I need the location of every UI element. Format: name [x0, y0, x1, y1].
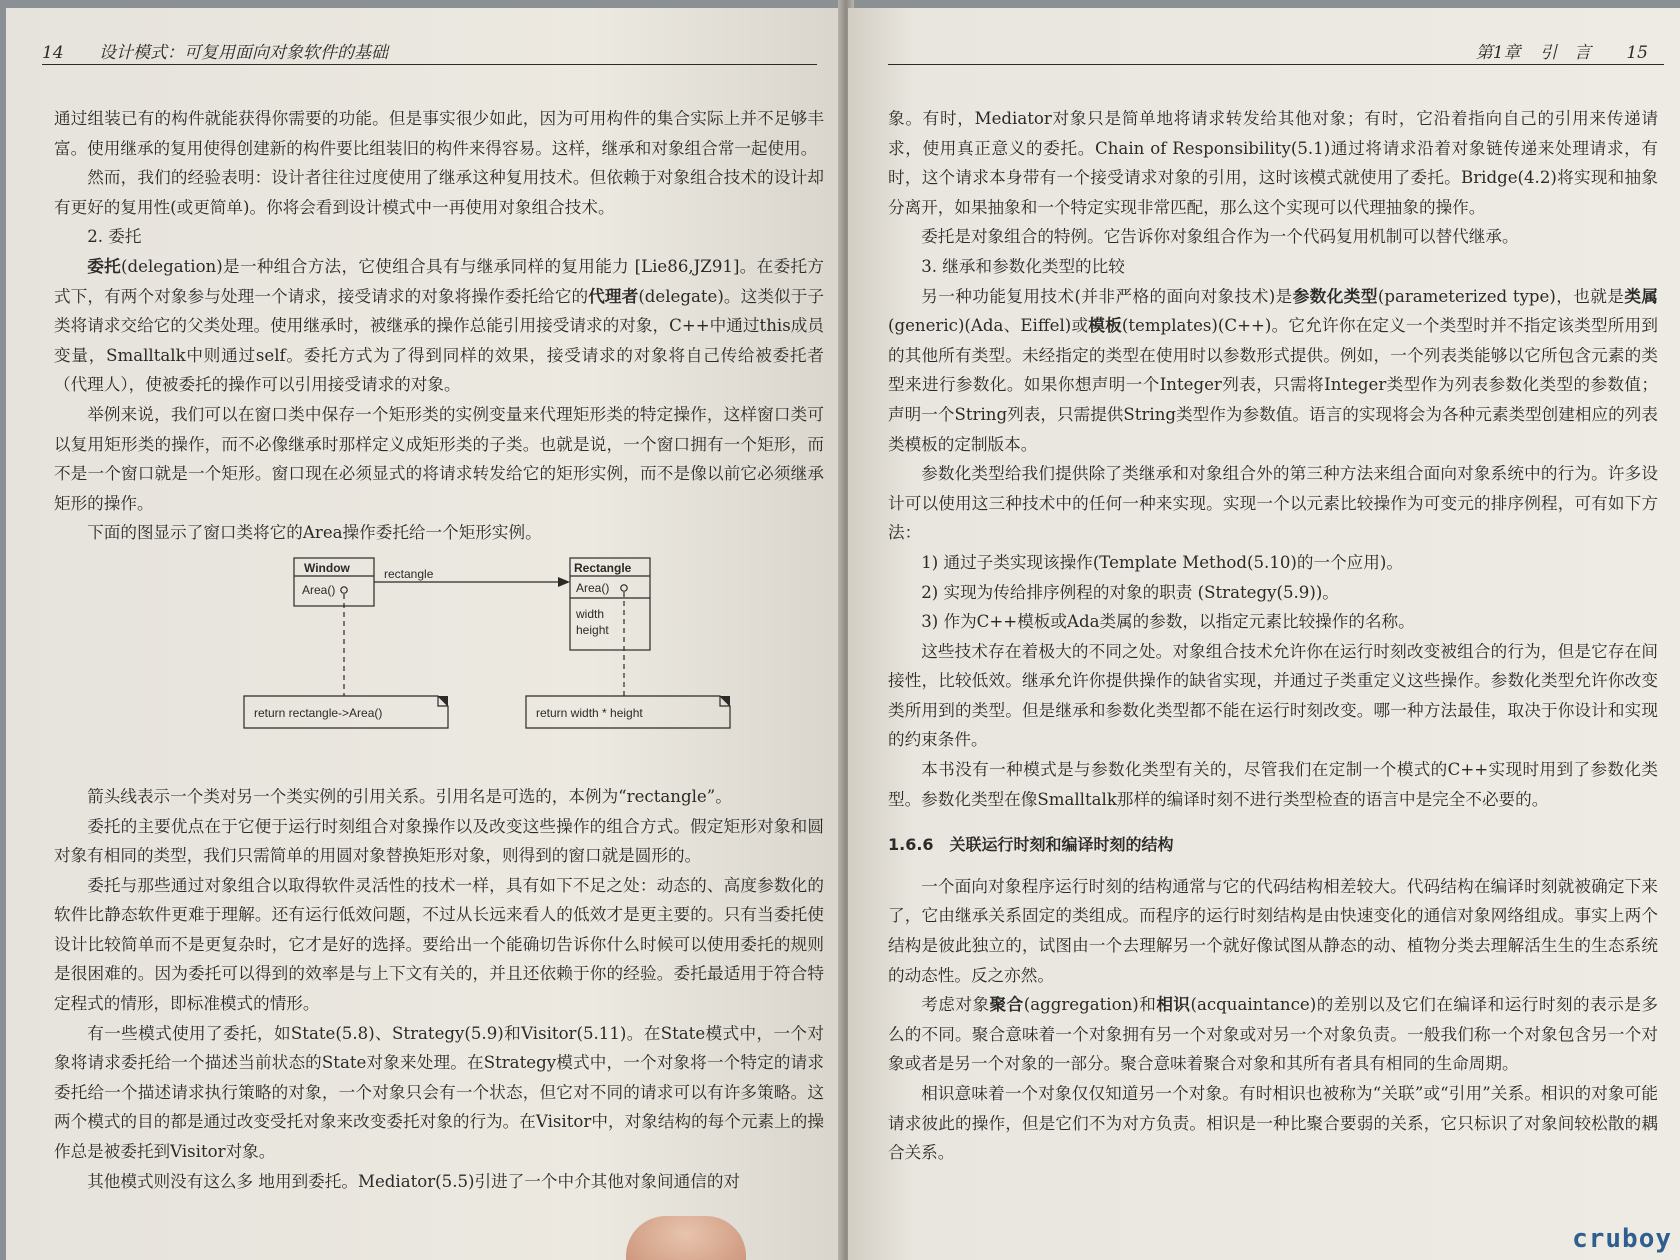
chapter-label: 第1章 — [1475, 43, 1521, 63]
left-page — [6, 8, 844, 1260]
right-para-3 — [888, 282, 1658, 460]
window-area-bullet — [341, 587, 347, 593]
chapter-title: 引 言 — [1539, 43, 1591, 63]
left-para-4: 举例来说，我们可以在窗口类中保存一个矩形类的实例变量来代理矩形类的特定操作，这样窗口类可以复用矩形类的操作，而不必像继承时那样定义成矩形类的子类。也就是说，一个窗口拥有一个矩形，而不是一个窗口就是一个矩形。窗口现在必须显式的将请求转发给它的矩形实例，而不是像以前它必须继承矩形的操作。 — [54, 404, 824, 513]
right-list-item-1: 1) 通过子类实现该操作(Template Method(5.10)的一个应用)。 — [921, 552, 1403, 572]
left-para-3 — [54, 252, 824, 400]
right-para-3a: 另一种功能复用技术(并非严格的面向对象技术)是 — [921, 286, 1293, 306]
delegation-diagram — [54, 554, 824, 774]
right-para-7: 一个面向对象程序运行时刻的结构通常与它的代码结构相差较大。代码结构在编译时刻就被确定下来了，它由继承关系固定的类组成。而程序的运行时刻结构是由快速变化的通信对象网络组成。事实上两个结构是彼此独立的，试图由一个去理解另一个就好像试图从静态的动、植物分类去理解活生生的生态系统的动态性。反之亦然。 — [888, 876, 1658, 985]
left-para-8: 委托与那些通过对象组合以取得软件灵活性的技术一样，具有如下不足之处：动态的、高度参数化的软件比静态软件更难于理解。还有运行低效问题，不过从长远来看人的低效才是更主要的。只有当委托使设计比较简单而不是更复杂时，它才是好的选择。要给出一个能确切告诉你什么时候可以使用委托的规则是很困难的。因为委托可以得到的效率是与上下文有关的，并且还依赖于你的经验。委托最适用于符合特定程式的情形，即标准模式的情形。 — [54, 875, 824, 1014]
left-header-rule — [42, 64, 817, 65]
thumb-photo-artifact — [626, 1216, 746, 1260]
left-para-2: 然而，我们的经验表明：设计者往往过度使用了继承这种复用技术。但依赖于对象组合技术的设计却有更好的复用性(或更简单)。你将会看到设计模式中一再使用对象组合技术。 — [54, 168, 824, 217]
left-para-1: 通过组装已有的构件就能获得你需要的功能。但是事实很少如此，因为可用构件的集合实际上并不足够丰富。使用继承的复用使得创建新的构件要比组装旧的构件来得容易。这样，继承和对象组合常一起使用。 — [54, 109, 824, 158]
right-para-8c: (acquaintance)的差别以及它们在编译和运行时刻的表示是多么的不同。聚合意味着一个对象拥有另一个对象或对另一个对象负责。一般我们称一个对象包含另一个对象或者是另一个对象的一部分。聚合意味着聚合对象和其所有者具有相同的生命周期。 — [888, 995, 1658, 1074]
right-header — [1388, 38, 1648, 64]
left-header-title: 设计模式：可复用面向对象软件的基础 — [99, 43, 389, 63]
right-para-4: 参数化类型给我们提供除了类继承和对象组合外的第三种方法来组合面向对象系统中的行为。许多设计可以使用这三种技术中的任何一种来实现。实现一个以元素比较操作为可变元的排序例程，可有如下方法： — [888, 464, 1658, 543]
right-para-2: 委托是对象组合的特例。它告诉你对象组合作为一个代码复用机制可以替代继承。 — [921, 227, 1519, 247]
right-page-number: 15 — [1626, 43, 1648, 63]
term-parameterized-type: 参数化类型 — [1292, 286, 1378, 306]
right-para-5: 这些技术存在着极大的不同之处。对象组合技术允许你在运行时刻改变被组合的行为，但是它存在间接性，比较低效。继承允许你提供操作的缺省实现，并通过子类重定义这些操作。参数化类型允许你改变类所用到的类型。但是继承和参数化类型都不能在运行时刻改变。哪一种方法最佳，取决于你设计和实现的约束条件。 — [888, 641, 1658, 750]
right-para-6: 本书没有一种模式是与参数化类型有关的，尽管我们在定制一个模式的C++实现时用到了参数化类型。参数化类型在像Smalltalk那样的编译时刻不进行类型检查的语言中是完全不必要的。 — [888, 760, 1658, 809]
left-para-5: 下面的图显示了窗口类将它的Area操作委托给一个矩形实例。 — [87, 523, 542, 543]
term-generic: 类属 — [1624, 286, 1659, 306]
rect-width-attr: width — [576, 606, 605, 621]
section-title-1-6-6: 1.6.6 关联运行时刻和编译时刻的结构 — [888, 835, 1174, 855]
left-header — [42, 38, 802, 64]
right-para-8a: 考虑对象 — [921, 995, 990, 1015]
left-para-3b: (delegate)。这类似于子类将请求交给它的父类处理。使用继承时，被继承的操作总能引用接受请求的对象，C++中通过this成员变量，Smalltalk中则通过self。委托方式为了得到同样的效果，接受请求的对象将自己传给被委托者（代理人），使被委托的操作可以引用接受请求的对象。 — [54, 286, 824, 395]
note-right-text: return width * height — [536, 705, 643, 720]
right-para-1: 象。有时，Mediator对象只是简单地将请求转发给其他对象；有时，它沿着指向自己的引用来传递请求，使用真正意义的委托。Chain of Responsibility(5.1)通过将请求沿着对象链传递来处理请求，有时，这个请求本身带有一个接受请求对象的引用，这时该模式就使用了委托。Bridge(4.2)将实现和抽象分离开，如果抽象和一个特定实现非常匹配，那么这个实现可以代理抽象的操作。 — [888, 109, 1658, 217]
left-page-number: 14 — [42, 43, 64, 63]
right-list-item-3: 3) 作为C++模板或Ada类属的参数，以指定元素比较操作的名称。 — [921, 612, 1415, 632]
rect-height-attr: height — [576, 622, 609, 637]
right-para-8 — [888, 990, 1658, 1079]
window-area-op: Area() — [302, 582, 336, 597]
right-para-8b: (aggregation)和 — [1023, 995, 1157, 1015]
watermark: cruboy — [1572, 1224, 1672, 1254]
left-para-10: 其他模式则没有这么多 地用到委托。Mediator(5.5)引进了一个中介其他对象间通信的对 — [87, 1171, 741, 1191]
right-para-3d: (templates)(C++)。它允许你在定义一个类型时并不指定该类型所用到的其他所有类型。未经指定的类型在使用时以参数形式提供。例如，一个列表类能够以它所包含元素的类型来进行参数化。如果你想声明一个Integer列表，只需将Integer类型作为列表参数化类型的参数值；声明一个String列表，只需提供String类型作为参数值。语言的实现将会为各种元素类型创建相应的列表类模板的定制版本。 — [888, 316, 1659, 454]
left-para-3a: (delegation)是一种组合方法，它使组合具有与继承同样的复用能力 [Lie86,JZ91]。在委托方式下，有两个对象参与处理一个请求，接受请求的对象将操作委托给它的 — [54, 256, 824, 306]
right-para-3c: (generic)(Ada、Eiffel)或 — [888, 316, 1089, 336]
right-header-rule — [888, 64, 1664, 65]
note-left-text: return rectangle->Area() — [254, 705, 383, 720]
rectangle-class-name: Rectangle — [574, 560, 632, 575]
association-label: rectangle — [384, 566, 434, 581]
term-aggregation: 聚合 — [989, 995, 1024, 1015]
left-para-6: 箭头线表示一个类对另一个类实例的引用关系。引用名是可选的，本例为“rectangle”。 — [87, 786, 732, 806]
term-delegation: 委托 — [87, 256, 122, 276]
right-para-9: 相识意味着一个对象仅仅知道另一个对象。有时相识也被称为“关联”或“引用”关系。相识的对象可能请求彼此的操作，但是它们不为对方负责。相识是一种比聚合要弱的关系，它只标识了对象间较松散的耦合关系。 — [888, 1084, 1658, 1163]
right-page — [848, 8, 1680, 1260]
right-list-item-2: 2) 实现为传给排序例程的对象的职责 (Strategy(5.9))。 — [921, 582, 1339, 602]
right-para-3b: (parameterized type)，也就是 — [1377, 286, 1625, 306]
term-delegate: 代理者 — [588, 286, 639, 306]
right-heading-param: 3. 继承和参数化类型的比较 — [921, 256, 1125, 276]
right-body — [888, 104, 1658, 1168]
left-body — [54, 104, 824, 1196]
rect-area-bullet — [621, 585, 627, 591]
term-acquaintance: 相识 — [1156, 995, 1191, 1015]
window-class-name: Window — [304, 560, 350, 575]
left-para-7: 委托的主要优点在于它便于运行时刻组合对象操作以及改变这些操作的组合方式。假定矩形对象和圆对象有相同的类型，我们只需简单的用圆对象替换矩形对象，则得到的窗口就是圆形的。 — [54, 816, 824, 866]
left-para-9: 有一些模式使用了委托，如State(5.8)、Strategy(5.9)和Visitor(5.11)。在State模式中，一个对象将请求委托给一个描述当前状态的State对象来处理。在Strategy模式中，一个对象将一个特定的请求委托给一个描述请求执行策略的对象，一个对象只会有一个状态，但它对不同的请求可以有许多策略。这两个模式的目的都是通过改变受托对象来改变委托对象的行为。在Visitor中，对象结构的每个元素上的操作总是被委托到Visitor对象。 — [54, 1023, 824, 1162]
rect-area-op: Area() — [576, 580, 610, 595]
left-heading-delegation: 2. 委托 — [87, 227, 142, 247]
term-template: 模板 — [1088, 316, 1122, 336]
